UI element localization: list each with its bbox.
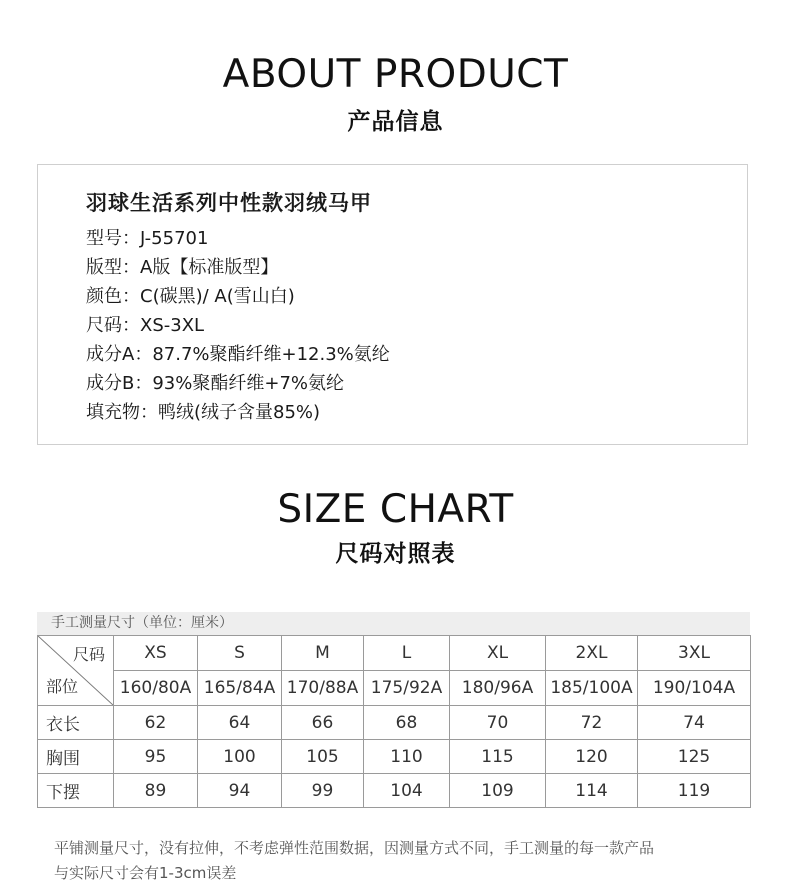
table-cell: 94 bbox=[198, 774, 282, 808]
spec-filling bbox=[86, 398, 320, 424]
spec-model bbox=[86, 224, 208, 250]
table-cell: 119 bbox=[638, 774, 751, 808]
size-chart-table bbox=[37, 635, 751, 808]
table-cell: 120 bbox=[546, 740, 638, 774]
size-code-cell: 185/100A bbox=[546, 671, 638, 706]
spec-label: 型号： bbox=[86, 228, 140, 249]
spec-value: C(碳黑)/ A(雪山白) bbox=[140, 286, 295, 307]
table-cell: 114 bbox=[546, 774, 638, 808]
size-header-cell: 3XL bbox=[638, 636, 751, 671]
about-product-title: ABOUT PRODUCT bbox=[222, 52, 569, 97]
table-cell: 95 bbox=[114, 740, 198, 774]
spec-value: 87.7%聚酯纤维+12.3%氨纶 bbox=[152, 344, 390, 365]
spec-value: 鸭绒(绒子含量85%) bbox=[158, 402, 321, 423]
spec-value: J-55701 bbox=[140, 228, 209, 249]
spec-label: 成分B： bbox=[86, 373, 153, 394]
corner-part-label: 部位 bbox=[46, 677, 79, 696]
footnote-line: 平铺测量尺寸，没有拉伸，不考虑弹性范围数据，因测量方式不同，手工测量的每一款产品 bbox=[54, 839, 655, 857]
size-header-cell: 2XL bbox=[546, 636, 638, 671]
size-chart-subtitle: 尺码对照表 bbox=[335, 541, 456, 567]
table-corner-cell bbox=[38, 636, 114, 706]
size-code-row bbox=[38, 671, 751, 706]
spec-size-range bbox=[86, 311, 204, 337]
table-cell: 70 bbox=[450, 706, 546, 740]
table-row bbox=[38, 740, 751, 774]
table-cell: 89 bbox=[114, 774, 198, 808]
spec-label: 填充物： bbox=[86, 402, 158, 423]
size-chart-table-wrap bbox=[37, 612, 750, 808]
size-header-cell: S bbox=[198, 636, 282, 671]
about-product-subtitle: 产品信息 bbox=[347, 109, 444, 135]
table-row bbox=[38, 706, 751, 740]
footnote-line: 与实际尺寸会有1-3cm误差 bbox=[54, 864, 237, 882]
measurement-footnote bbox=[54, 836, 754, 886]
table-cell: 104 bbox=[364, 774, 450, 808]
table-row bbox=[38, 774, 751, 808]
size-header-cell: L bbox=[364, 636, 450, 671]
spec-fit bbox=[86, 253, 278, 279]
spec-material-b bbox=[86, 369, 344, 395]
table-caption: 手工测量尺寸（单位：厘米） bbox=[37, 612, 750, 635]
spec-value: 93%聚酯纤维+7%氨纶 bbox=[152, 373, 345, 394]
table-cell: 109 bbox=[450, 774, 546, 808]
size-code-cell: 170/88A bbox=[282, 671, 364, 706]
spec-label: 成分A： bbox=[86, 344, 153, 365]
size-code-cell: 190/104A bbox=[638, 671, 751, 706]
row-label-chest: 胸围 bbox=[38, 740, 114, 774]
table-cell: 125 bbox=[638, 740, 751, 774]
spec-value: A版【标准版型】 bbox=[140, 257, 279, 278]
table-cell: 74 bbox=[638, 706, 751, 740]
table-cell: 110 bbox=[364, 740, 450, 774]
spec-value: XS-3XL bbox=[140, 315, 205, 336]
spec-label: 尺码： bbox=[86, 315, 140, 336]
product-info-box bbox=[37, 164, 748, 445]
spec-material-a bbox=[86, 340, 390, 366]
size-code-cell: 165/84A bbox=[198, 671, 282, 706]
corner-size-label: 尺码 bbox=[72, 645, 105, 664]
row-label-length: 衣长 bbox=[38, 706, 114, 740]
spec-color bbox=[86, 282, 295, 308]
size-header-cell: XL bbox=[450, 636, 546, 671]
table-cell: 105 bbox=[282, 740, 364, 774]
size-header-cell: XS bbox=[114, 636, 198, 671]
table-cell: 115 bbox=[450, 740, 546, 774]
size-chart-title: SIZE CHART bbox=[277, 487, 514, 532]
table-cell: 99 bbox=[282, 774, 364, 808]
spec-label: 版型： bbox=[86, 257, 140, 278]
table-cell: 68 bbox=[364, 706, 450, 740]
row-label-hem: 下摆 bbox=[38, 774, 114, 808]
table-cell: 64 bbox=[198, 706, 282, 740]
size-header-cell: M bbox=[282, 636, 364, 671]
table-cell: 62 bbox=[114, 706, 198, 740]
table-cell: 66 bbox=[282, 706, 364, 740]
table-cell: 100 bbox=[198, 740, 282, 774]
product-name: 羽球生活系列中性款羽绒马甲 bbox=[86, 191, 372, 215]
spec-label: 颜色： bbox=[86, 286, 140, 307]
size-code-cell: 180/96A bbox=[450, 671, 546, 706]
size-code-cell: 175/92A bbox=[364, 671, 450, 706]
table-cell: 72 bbox=[546, 706, 638, 740]
size-header-row bbox=[38, 636, 751, 671]
size-code-cell: 160/80A bbox=[114, 671, 198, 706]
